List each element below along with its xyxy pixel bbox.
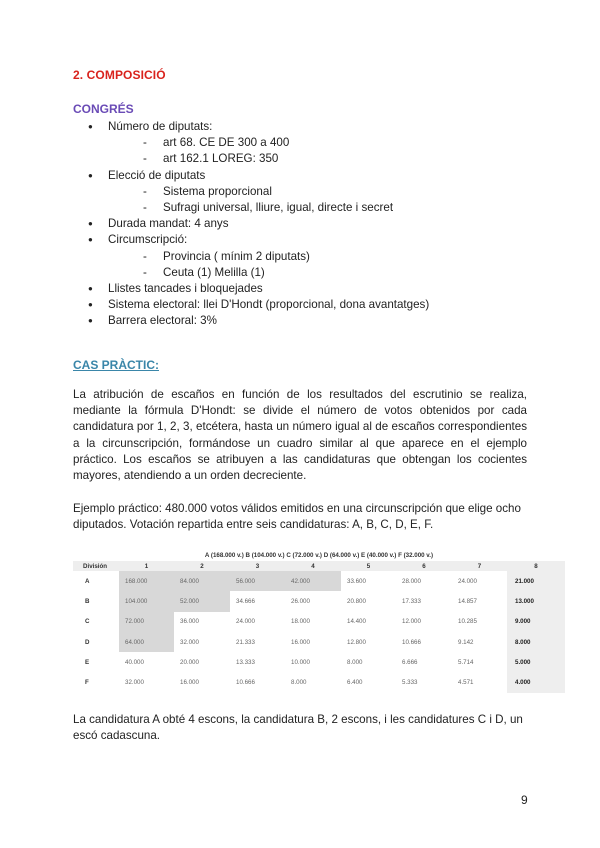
row-label: F xyxy=(85,679,89,687)
table-cell: 26.000 xyxy=(291,597,310,605)
table-cell: 10.666 xyxy=(236,679,255,687)
table-body xyxy=(73,571,565,693)
table-row xyxy=(73,672,565,692)
table-cell: 10.666 xyxy=(402,638,421,646)
table-cell: 16.000 xyxy=(180,679,199,687)
table-cell: 56.000 xyxy=(230,571,285,591)
table-cell: 5.714 xyxy=(458,658,474,666)
table-cell: 52.000 xyxy=(174,591,230,611)
table-cell: 28.000 xyxy=(402,577,421,585)
table-cell: 42.000 xyxy=(285,571,341,591)
table-cell: 168.000 xyxy=(119,571,174,591)
table-cell: 24.000 xyxy=(236,618,255,626)
table-header-cell: 8 xyxy=(507,561,565,571)
table-cell: 9.000 xyxy=(507,612,565,632)
list-item: ● Durada mandat: 4 anys xyxy=(88,216,429,232)
table-header-cell: 3 xyxy=(230,561,285,571)
table-header-cell: 6 xyxy=(396,561,452,571)
table-header-cell: 7 xyxy=(452,561,507,571)
paragraph-conclusion: La candidatura A obté 4 escons, la candidatura B, 2 escons, i les candidatures C i D, un escó cadascuna. xyxy=(73,713,523,743)
table-row xyxy=(73,571,565,591)
table-cell: 8.000 xyxy=(347,658,363,666)
sub-list-item: - Ceuta (1) Melilla (1) xyxy=(143,265,429,281)
table-cell: 10.285 xyxy=(458,618,477,626)
table-cell: 13.333 xyxy=(236,658,255,666)
sub-list-item: - Provincia ( mínim 2 diputats) xyxy=(143,249,429,265)
sub-list-item: - art 68. CE DE 300 a 400 xyxy=(143,135,429,151)
row-label: D xyxy=(85,638,90,646)
congres-heading: CONGRÉS xyxy=(73,102,134,116)
table-cell: 4.000 xyxy=(507,672,565,692)
list-item: ● Barrera electoral: 3% xyxy=(88,313,429,329)
table-cell: 20.800 xyxy=(347,597,366,605)
table-cell: 20.000 xyxy=(180,658,199,666)
table-cell: 84.000 xyxy=(174,571,230,591)
table-cell: 8.000 xyxy=(507,632,565,652)
table-cell: 24.000 xyxy=(458,577,477,585)
table-row xyxy=(73,632,565,652)
list-item: ● Circumscripció: - Provincia ( mínim 2 diputats) - Ceuta (1) Melilla (1) xyxy=(88,232,429,281)
table-cell: 18.000 xyxy=(291,618,310,626)
table-cell: 64.000 xyxy=(119,632,174,652)
table-cell: 16.000 xyxy=(291,638,310,646)
table-cell: 104.000 xyxy=(119,591,174,611)
table-cell: 10.000 xyxy=(291,658,310,666)
table-cell: 14.857 xyxy=(458,597,477,605)
list-item: ● Llistes tancades i bloquejades xyxy=(88,281,429,297)
table-cell: 21.000 xyxy=(507,571,565,591)
table-row xyxy=(73,612,565,632)
table-cell: 32.000 xyxy=(125,679,144,687)
paragraph-dhondt: La atribución de escaños en función de los resultados del escrutinio se realiza, mediante la fórmula D'Hondt: se divide el número de votos obtenidos por cada candidatura por 1, 2, 3, etcétera, hasta un número igual al de escaños correspondientes a la circunscripción, formándose un cuadro similar al que aparece en el ejemplo práctico. Los escaños se atribuyen a las candidaturas que obtengan los cocientes mayores, atendiendo a un orden decreciente. xyxy=(73,388,527,483)
table-header-row xyxy=(73,561,565,571)
congres-list xyxy=(88,119,429,330)
table-header-cell: 4 xyxy=(285,561,341,571)
table-cell: 36.000 xyxy=(180,618,199,626)
paragraph-example: Ejemplo práctico: 480.000 votos válidos emitidos en una circunscripción que elige ocho diputados. Votación repartida entre seis candidaturas: A, B, C, D, E, F. xyxy=(73,502,521,532)
table-cell: 72.000 xyxy=(119,612,174,632)
table-cell: 13.000 xyxy=(507,591,565,611)
table-cell: 4.571 xyxy=(458,679,474,687)
table-caption: A (168.000 v.) B (104.000 v.) C (72.000 v.) D (64.000 v.) E (40.000 v.) F (32.000 v.) xyxy=(204,552,434,559)
table-cell: 40.000 xyxy=(125,658,144,666)
table-cell: 14.400 xyxy=(347,618,366,626)
table-cell: 5.333 xyxy=(402,679,418,687)
row-label: A xyxy=(85,577,90,585)
table-row xyxy=(73,652,565,672)
table-cell: 12.800 xyxy=(347,638,366,646)
table-header-cell: 1 xyxy=(119,561,174,571)
page-number: 9 xyxy=(521,793,528,807)
table-header-cell: 5 xyxy=(341,561,396,571)
table-cell: 9.142 xyxy=(458,638,474,646)
list-item: ● Número de diputats: - art 68. CE DE 300 a 400 - art 162.1 LOREG: 350 xyxy=(88,119,429,168)
table-cell: 6.666 xyxy=(402,658,418,666)
cas-practic-heading: CAS PRÀCTIC: xyxy=(73,358,159,372)
sub-list-item: - Sistema proporcional xyxy=(143,184,429,200)
section-title: 2. COMPOSICIÓ xyxy=(73,68,166,82)
table-cell: 34.666 xyxy=(236,597,255,605)
sub-list-item: - art 162.1 LOREG: 350 xyxy=(143,151,429,167)
table-cell: 21.333 xyxy=(236,638,255,646)
sub-list-item: - Sufragi universal, lliure, igual, directe i secret xyxy=(143,200,429,216)
list-item: ● Elecció de diputats - Sistema proporcional - Sufragi universal, lliure, igual, directe i secret xyxy=(88,168,429,217)
dhondt-table-block xyxy=(73,551,565,693)
table-cell: 17.333 xyxy=(402,597,421,605)
table-header-cell: 2 xyxy=(174,561,230,571)
dhondt-table xyxy=(73,561,565,693)
table-cell: 33.600 xyxy=(347,577,366,585)
table-row xyxy=(73,591,565,611)
row-label: C xyxy=(85,618,90,626)
table-header-cell: División xyxy=(73,561,119,571)
table-cell: 6.400 xyxy=(347,679,363,687)
row-label: B xyxy=(85,597,90,605)
table-cell: 5.000 xyxy=(507,652,565,672)
row-label: E xyxy=(85,658,90,666)
list-item: ● Sistema electoral: llei D'Hondt (proporcional, dona avantatges) xyxy=(88,297,429,313)
table-cell: 8.000 xyxy=(291,679,307,687)
table-cell: 12.000 xyxy=(402,618,421,626)
table-cell: 32.000 xyxy=(180,638,199,646)
